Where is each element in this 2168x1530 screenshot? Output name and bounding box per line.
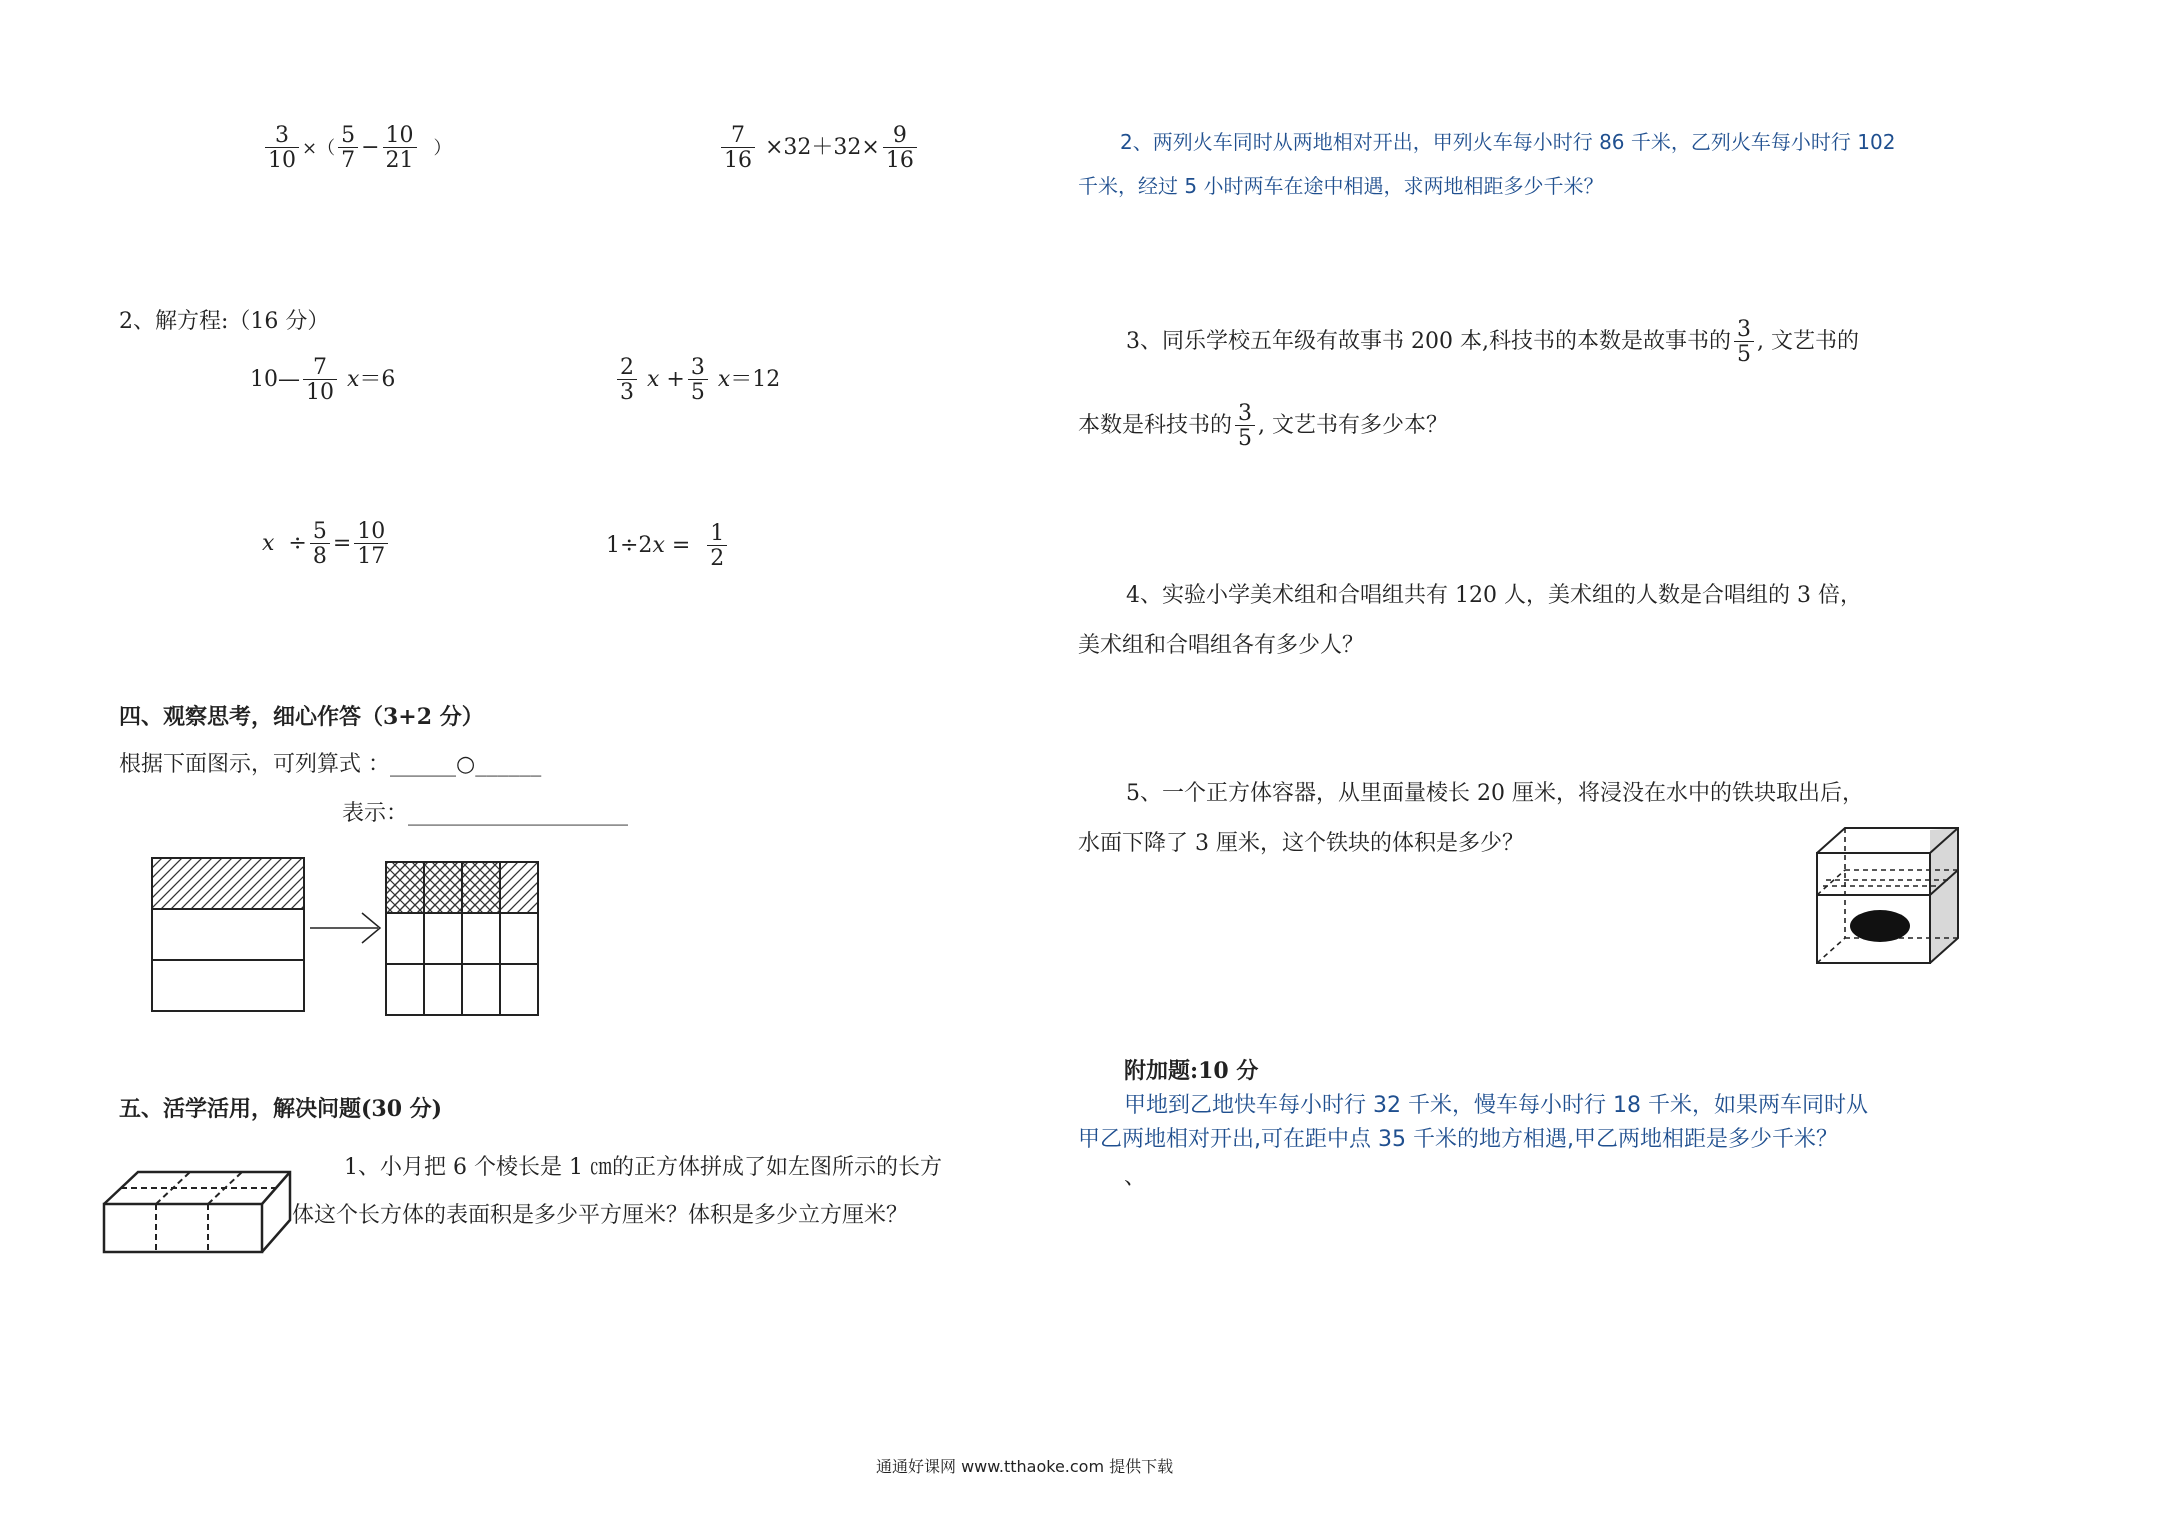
operator: = <box>332 531 352 557</box>
iron-block-shape <box>1850 910 1910 942</box>
question-3-line-1 <box>1126 318 1859 366</box>
fraction-numerator: 2 <box>620 355 634 380</box>
cuboid-hidden-edges <box>121 1172 276 1252</box>
question-3-text: , 文艺书有多少本？ <box>1258 413 1449 439</box>
fraction-numerator: 9 <box>892 123 907 148</box>
fraction-numerator: 3 <box>690 355 705 380</box>
fraction-numerator: 3 <box>1238 401 1253 426</box>
operator: = <box>664 533 698 559</box>
fraction-numerator: 10 <box>357 519 386 544</box>
stray-punctuation: 、 <box>1124 1165 1147 1190</box>
fraction-denominator: 7 <box>338 147 358 172</box>
fraction-numerator: 7 <box>313 355 327 380</box>
footer-text: 通通好课网 www.tthaoke.com 提供下载 <box>876 1457 1174 1476</box>
cube-container-diagram <box>1817 828 1958 963</box>
variable: x <box>347 367 360 393</box>
question-3-text: , 文艺书的 <box>1756 329 1859 355</box>
question-3-line-2 <box>1078 402 1448 450</box>
fraction-denominator: 10 <box>303 379 337 404</box>
fraction-denominator: 5 <box>1235 425 1255 450</box>
fraction-numerator: 7 <box>731 123 745 148</box>
question-1-line-2: 体这个长方体的表面积是多少平方厘米？体积是多少立方厘米？ <box>292 1203 909 1228</box>
question-3-text: 3、同乐学校五年级有故事书 200 本,科技书的本数是故事书的 <box>1126 329 1731 355</box>
fraction-numerator: 3 <box>1736 317 1751 342</box>
variable: x <box>717 367 731 393</box>
fraction-denominator: 8 <box>310 543 330 568</box>
question-5-line-2: 水面下降了 3 厘米，这个铁块的体积是多少？ <box>1078 831 1524 856</box>
section-4-line-2: 表示：____________________ <box>342 801 629 826</box>
equation-text: ＝12 <box>730 367 781 393</box>
operator: ÷ <box>288 531 307 557</box>
bonus-line-1: 甲地到乙地快车每小时行 32 千米，慢车每小时行 18 千米，如果两车同时从 <box>1124 1093 1868 1118</box>
fraction-numerator: 10 <box>385 123 414 148</box>
diagram-left-shaded-part <box>152 858 304 909</box>
question-4-line-1: 4、实验小学美术组和合唱组共有 120 人，美术组的人数是合唱组的 3 倍， <box>1126 583 1862 608</box>
section-4-title: 四、观察思考，细心作答（3+2 分） <box>119 704 484 730</box>
operator: ） <box>433 138 452 160</box>
question-2-line-2: 千米，经过 5 小时两车在途中相遇，求两地相距多少千米？ <box>1078 174 1604 198</box>
variable: x <box>262 531 275 557</box>
fraction-denominator: 5 <box>1734 341 1754 366</box>
operator: + <box>666 367 685 393</box>
fraction-numerator: 3 <box>275 123 289 148</box>
operator: ×（ <box>302 138 336 160</box>
fraction-denominator: 21 <box>383 147 417 172</box>
cuboid-diagram <box>104 1172 290 1252</box>
equation-text: 10— <box>250 367 300 393</box>
fraction-numerator: 5 <box>341 123 356 148</box>
question-2-line-1: 2、两列火车同时从两地相对开出，甲列火车每小时行 86 千米，乙列火车每小时行 102 <box>1120 130 1896 154</box>
fraction-denominator: 16 <box>721 147 755 172</box>
bonus-title: 附加题:10 分 <box>1124 1058 1259 1084</box>
question-5-line-1: 5、一个正方体容器，从里面量棱长 20 厘米，将浸没在水中的铁块取出后， <box>1126 781 1864 806</box>
fraction-denominator: 17 <box>354 543 388 568</box>
fraction-denominator: 16 <box>883 147 917 172</box>
equation-section-title: 2、解方程:（16 分） <box>119 309 330 334</box>
fraction-denominator: 3 <box>617 379 637 404</box>
equation-text: ＝6 <box>359 367 396 393</box>
fraction-numerator: 1 <box>710 521 725 546</box>
equation-text: 1÷2 <box>606 533 653 559</box>
section-4-line-1: 根据下面图示，可列算式 ：______○______ <box>119 752 542 777</box>
bonus-line-2: 甲乙两地相对开出,可在距中点 35 千米的地方相遇,甲乙两地相距是多少千米？ <box>1078 1127 1838 1152</box>
fraction-denominator: 10 <box>265 147 299 172</box>
variable: x <box>652 533 665 559</box>
fraction-denominator: 5 <box>688 379 708 404</box>
fraction-denominator: 2 <box>707 545 727 570</box>
operator: − <box>361 135 380 161</box>
question-1-line-1: 1、小月把 6 个棱长是 1 ㎝的正方体拼成了如左图所示的长方 <box>344 1155 942 1180</box>
question-3-text: 本数是科技书的 <box>1078 413 1233 439</box>
question-4-line-2: 美术组和合唱组各有多少人？ <box>1078 633 1365 658</box>
fraction-numerator: 5 <box>312 519 327 544</box>
operator: ×32＋32× <box>765 135 880 161</box>
diagram-right-crosshatch <box>386 862 500 913</box>
variable: x <box>647 367 660 393</box>
section-5-title: 五、活学活用，解决问题(30 分) <box>119 1096 443 1122</box>
